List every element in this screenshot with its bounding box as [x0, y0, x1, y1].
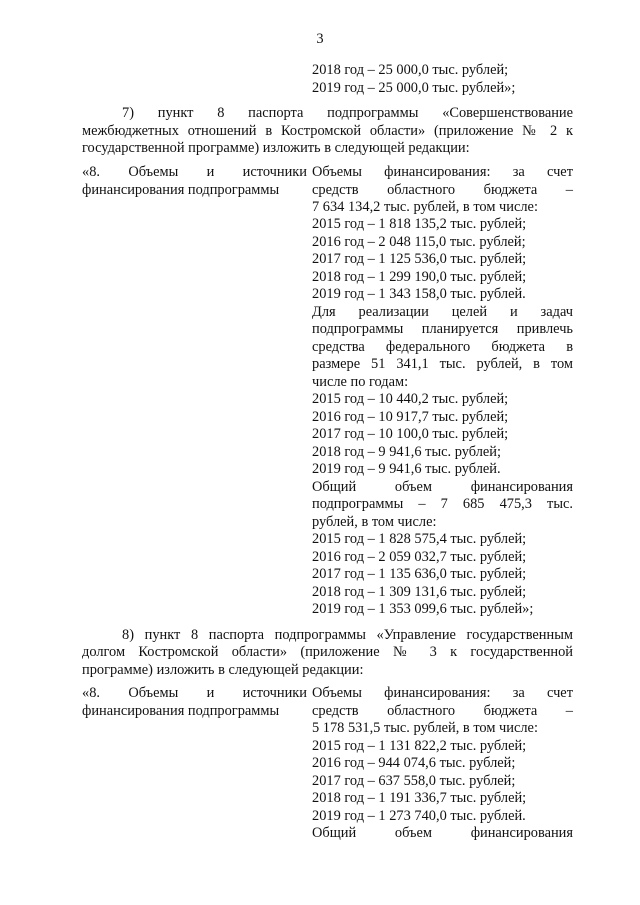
table-right-cell-line: Объемы финансирования: за счет: [312, 685, 573, 701]
table-left-cell-line: «8. Объемы и источники: [82, 164, 307, 180]
table-right-cell-line: 2019 год – 1 343 158,0 тыс. рублей.: [312, 286, 526, 302]
paragraph-line: программе) изложить в следующей редакции:: [82, 662, 364, 678]
table-right-cell-line: 2018 год – 1 299 190,0 тыс. рублей;: [312, 269, 527, 285]
table-right-cell-line: 2019 год – 1 353 099,6 тыс. рублей»;: [312, 601, 534, 617]
paragraph-line: 8) пункт 8 паспорта подпрограммы «Управление государственным: [122, 627, 573, 643]
table-right-cell-line: Общий объем финансирования: [312, 479, 573, 495]
table-right-cell-line: 2017 год – 1 125 536,0 тыс. рублей;: [312, 251, 527, 267]
table-right-cell-line: Объемы финансирования: за счет: [312, 164, 573, 180]
table-right-cell-line: 2017 год – 10 100,0 тыс. рублей;: [312, 426, 509, 442]
table-right-cell-line: 2016 год – 10 917,7 тыс. рублей;: [312, 409, 509, 425]
paragraph-line: государственной программе) изложить в следующей редакции:: [82, 140, 470, 156]
table-left-cell-line: «8. Объемы и источники: [82, 685, 307, 701]
table-right-cell-line: 2015 год – 10 440,2 тыс. рублей;: [312, 391, 509, 407]
table-right-cell-line: 2017 год – 637 558,0 тыс. рублей;: [312, 773, 516, 789]
text-line: 2018 год – 25 000,0 тыс. рублей;: [312, 62, 509, 78]
table-right-cell-line: средств областного бюджета –: [312, 703, 573, 719]
table-right-cell-line: 2019 год – 1 273 740,0 тыс. рублей.: [312, 808, 526, 824]
table-left-cell-line: финансирования подпрограммы: [82, 703, 280, 719]
table-right-cell-line: 7 634 134,2 тыс. рублей, в том числе:: [312, 199, 538, 215]
table-right-cell-line: размере 51 341,1 тыс. рублей, в том: [312, 356, 573, 372]
table-right-cell-line: 2017 год – 1 135 636,0 тыс. рублей;: [312, 566, 527, 582]
table-right-cell-line: 2016 год – 944 074,6 тыс. рублей;: [312, 755, 516, 771]
table-right-cell-line: подпрограммы планируется привлечь: [312, 321, 573, 337]
paragraph-line: долгом Костромской области» (приложение № 3 к государственной: [82, 644, 573, 660]
table-right-cell-line: 2016 год – 2 059 032,7 тыс. рублей;: [312, 549, 527, 565]
table-right-cell-line: 2018 год – 1 191 336,7 тыс. рублей;: [312, 790, 527, 806]
page-number: 3: [316, 31, 324, 47]
table-right-cell-line: Общий объем финансирования: [312, 825, 573, 841]
table-right-cell-line: 2015 год – 1 828 575,4 тыс. рублей;: [312, 531, 527, 547]
table-right-cell-line: 2018 год – 1 309 131,6 тыс. рублей;: [312, 584, 527, 600]
table-right-cell-line: Для реализации целей и задач: [312, 304, 573, 320]
table-right-cell-line: 2015 год – 1 131 822,2 тыс. рублей;: [312, 738, 527, 754]
text-line: 2019 год – 25 000,0 тыс. рублей»;: [312, 80, 516, 96]
table-right-cell-line: 2019 год – 9 941,6 тыс. рублей.: [312, 461, 501, 477]
paragraph-line: межбюджетных отношений в Костромской области» (приложение № 2 к: [82, 123, 573, 139]
table-right-cell-line: средств областного бюджета –: [312, 182, 573, 198]
paragraph-line: 7) пункт 8 паспорта подпрограммы «Совершенствование: [122, 105, 573, 121]
table-right-cell-line: 2016 год – 2 048 115,0 тыс. рублей;: [312, 234, 526, 250]
table-right-cell-line: средства федерального бюджета в: [312, 339, 573, 355]
table-left-cell-line: финансирования подпрограммы: [82, 182, 280, 198]
table-right-cell-line: 2015 год – 1 818 135,2 тыс. рублей;: [312, 216, 527, 232]
table-right-cell-line: числе по годам:: [312, 374, 409, 390]
table-right-cell-line: 5 178 531,5 тыс. рублей, в том числе:: [312, 720, 538, 736]
table-right-cell-line: рублей, в том числе:: [312, 514, 437, 530]
table-right-cell-line: подпрограммы – 7 685 475,3 тыс.: [312, 496, 573, 512]
table-right-cell-line: 2018 год – 9 941,6 тыс. рублей;: [312, 444, 501, 460]
